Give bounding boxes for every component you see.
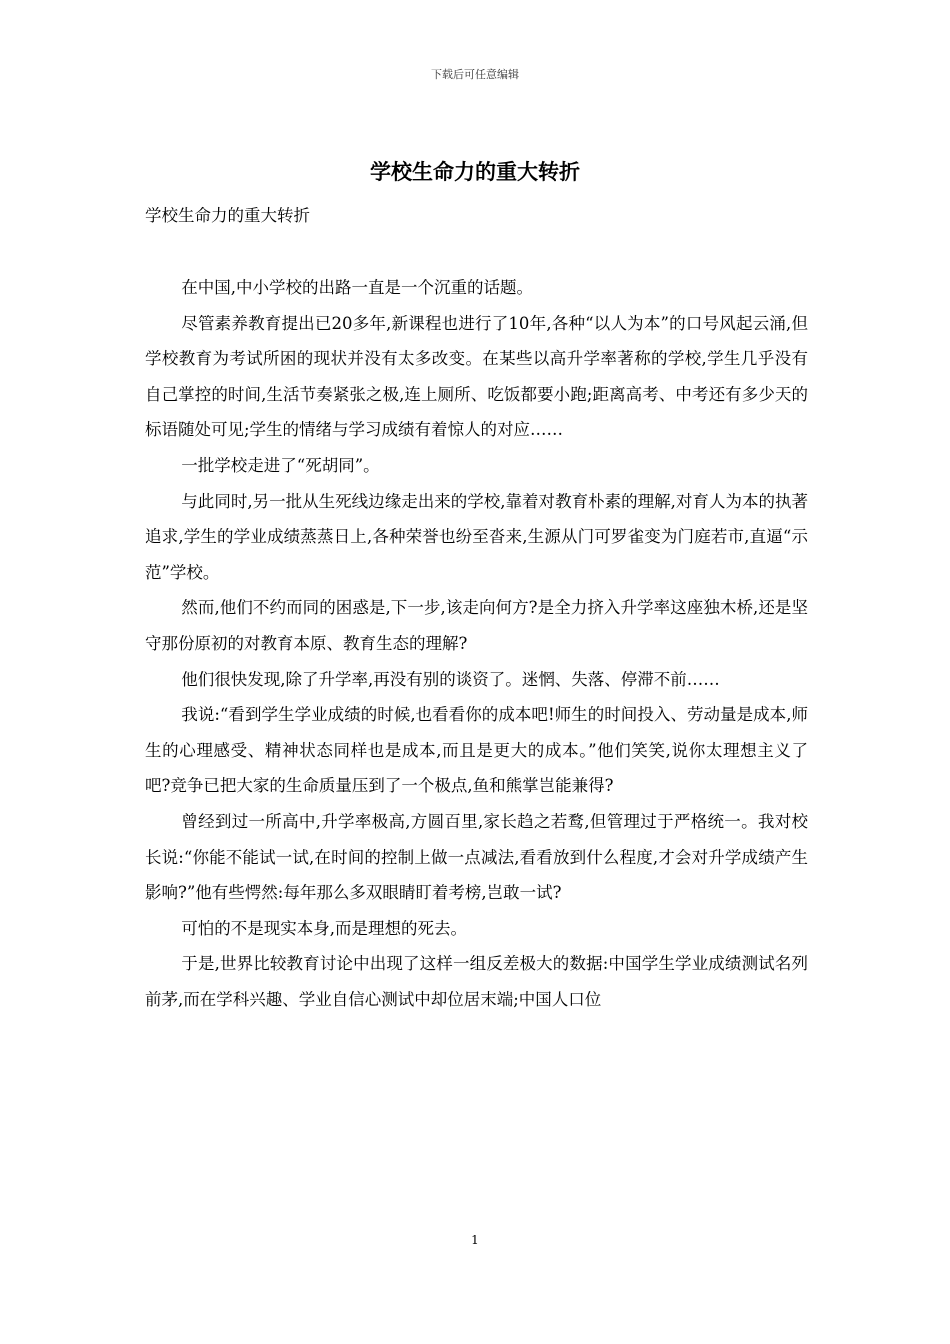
paragraph-2: 尽管素养教育提出已20多年,新课程也进行了10年,各种“以人为本”的口号风起云涌,但学校教育为考试所困的现状并没有太多改变。在某些以高升学率著称的学校,学生几乎没有自己掌控的时间,生活节奏紧张之极,连上厕所、吃饭都要小跑;距离高考、中考还有多少天的标语随处可见;学生的情绪与学习成绩有着惊人的对应…… bbox=[145, 313, 808, 440]
page-number: 1 bbox=[471, 1233, 479, 1247]
paragraph-1: 在中国,中小学校的出路一直是一个沉重的话题。 bbox=[181, 278, 534, 297]
document-body bbox=[145, 270, 808, 1017]
page-header: 下载后可任意编辑 bbox=[431, 68, 519, 81]
document-subtitle: 学校生命力的重大转折 bbox=[145, 206, 310, 225]
document-title: 学校生命力的重大转折 bbox=[370, 159, 580, 184]
paragraph-3: 一批学校走进了“死胡同”。 bbox=[181, 455, 380, 475]
paragraph-9: 可怕的不是现实本身,而是理想的死去。 bbox=[181, 918, 468, 938]
paragraph-8: 曾经到过一所高中,升学率极高,方圆百里,家长趋之若鹜,但管理过于严格统一。我对校长说:“你能不能试一试,在时间的控制上做一点减法,看看放到什么程度,才会对升学成绩产生影响?”他有些愕然:每年那么多双眼睛盯着考榜,岂敢一试? bbox=[145, 811, 808, 903]
paragraph-7: 我说:“看到学生学业成绩的时候,也看看你的成本吧!师生的时间投入、劳动量是成本,师生的心理感受、精神状态同样也是成本,而且是更大的成本。”他们笑笑,说你太理想主义了吧?竞争已把大家的生命质量压到了一个极点,鱼和熊掌岂能兼得? bbox=[145, 705, 808, 796]
paragraph-4: 与此同时,另一批从生死线边缘走出来的学校,靠着对教育朴素的理解,对育人为本的执著追求,学生的学业成绩蒸蒸日上,各种荣誉也纷至沓来,生源从门可罗雀变为门庭若市,直逼“示范”学校。 bbox=[145, 491, 808, 582]
paragraph-5: 然而,他们不约而同的困惑是,下一步,该走向何方?是全力挤入升学率这座独木桥,还是坚守那份原初的对教育本原、教育生态的理解? bbox=[145, 598, 808, 653]
paragraph-6: 他们很快发现,除了升学率,再没有别的谈资了。迷惘、失落、停滞不前…… bbox=[181, 669, 720, 689]
paragraph-10: 于是,世界比较教育讨论中出现了这样一组反差极大的数据:中国学生学业成绩测试名列前茅,而在学科兴趣、学业自信心测试中却位居末端;中国人口位 bbox=[145, 954, 808, 1009]
